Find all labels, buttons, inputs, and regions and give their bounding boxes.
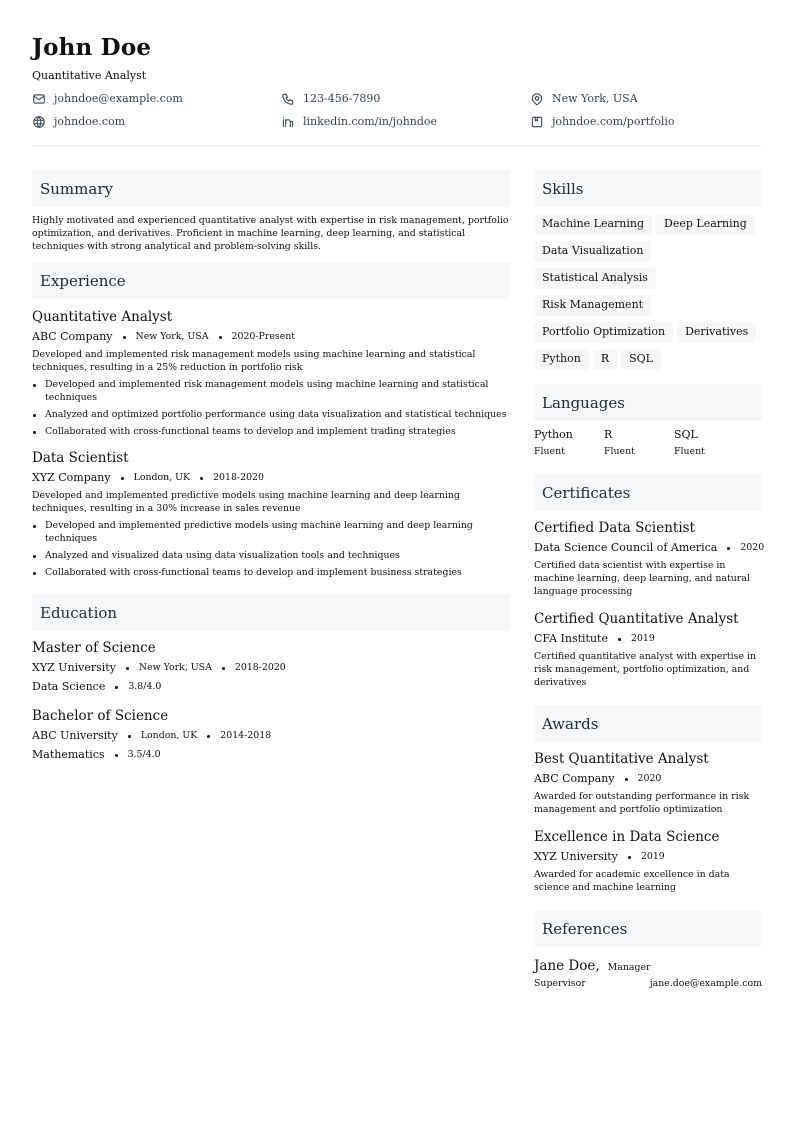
- school-location: New York, USA: [138, 662, 212, 673]
- language-level: Fluent: [534, 446, 565, 457]
- school-dates: 2018-2020: [234, 662, 286, 673]
- job-description: Developed and implemented risk management models using machine learning and statistical techniques, resulting in a 25% reduction in portfolio risk: [32, 349, 476, 373]
- language-item: [674, 428, 736, 458]
- certificate-entry: [534, 611, 762, 689]
- education-entry: [32, 640, 510, 694]
- mail-icon: [32, 92, 46, 106]
- education-field-row: [32, 680, 510, 694]
- award-meta: [534, 850, 762, 864]
- education-meta: [32, 729, 510, 743]
- reference-name-row: [534, 958, 762, 974]
- separator-dot: [628, 856, 631, 859]
- certificate-meta: [534, 632, 762, 646]
- job-bullet: Collaborated with cross-functional teams to develop and implement business strategies: [32, 566, 510, 579]
- references-section: [534, 910, 762, 989]
- reference-name: Jane Doe,: [534, 958, 600, 974]
- candidate-title: Quantitative Analyst: [32, 69, 147, 82]
- certificate-meta: [534, 541, 765, 555]
- job-bullets: [32, 519, 510, 579]
- section-heading: Skills: [534, 170, 762, 207]
- reference-detail-row: [534, 978, 762, 989]
- location-icon: [530, 92, 544, 106]
- separator-dot: [207, 735, 210, 738]
- job-dates: 2018-2020: [213, 472, 264, 483]
- school-name: XYZ University: [32, 661, 116, 674]
- section-heading: Education: [32, 594, 510, 631]
- school-dates: 2014-2018: [220, 730, 272, 741]
- separator-dot: [121, 477, 124, 480]
- award-description: Awarded for outstanding performance in risk management and portfolio optimization: [534, 791, 750, 815]
- contact-website[interactable]: [32, 115, 281, 129]
- certificate-year: 2020: [740, 542, 765, 553]
- language-list: [534, 428, 762, 458]
- school-location: London, UK: [140, 730, 198, 741]
- language-item: [534, 428, 596, 458]
- award-year: 2019: [640, 851, 665, 862]
- job-bullet: Analyzed and visualized data using data visualization tools and techniques: [32, 549, 510, 562]
- job-location: New York, USA: [135, 331, 209, 342]
- portfolio-icon: [530, 115, 544, 129]
- language-name: SQL: [674, 428, 698, 441]
- contact-location-text: New York, USA: [552, 92, 638, 105]
- contact-portfolio-text: johndoe.com/portfolio: [552, 115, 675, 128]
- language-item: [604, 428, 666, 458]
- award-issuer: XYZ University: [534, 850, 618, 863]
- reference-relation: Supervisor: [534, 978, 586, 989]
- skill-chip: Portfolio Optimization: [534, 322, 673, 343]
- awards-section: [534, 705, 762, 894]
- job-meta: [32, 330, 510, 344]
- separator-dot: [727, 547, 730, 550]
- job-bullet: Developed and implemented predictive models using machine learning and deep learning techniques: [32, 519, 510, 545]
- education-meta: [32, 661, 510, 675]
- summary-text: Highly motivated and experienced quantitative analyst with expertise in risk management, portfolio optimization, and derivatives. Proficient in machine learning, deep learning, and statistical techniques with strong analytical and problem-solving skills.: [32, 215, 509, 252]
- field-of-study: Mathematics: [32, 748, 105, 761]
- job-meta: [32, 471, 510, 485]
- job-description: Developed and implemented predictive models using machine learning and deep learning techniques, resulting in a 30% increase in sales revenue: [32, 490, 460, 514]
- separator-dot: [625, 778, 628, 781]
- skill-chip: Risk Management: [534, 295, 651, 316]
- degree-title: Master of Science: [32, 640, 156, 656]
- job-title: Quantitative Analyst: [32, 309, 173, 325]
- section-heading: Experience: [32, 262, 510, 299]
- job-dates: 2020-Present: [231, 331, 296, 342]
- resume-columns: [32, 170, 765, 989]
- skill-chip-list: [534, 214, 762, 370]
- header-divider: [32, 145, 762, 146]
- separator-dot: [618, 638, 621, 641]
- contact-linkedin[interactable]: [281, 115, 530, 129]
- separator-dot: [219, 336, 222, 339]
- section-heading: Certificates: [534, 474, 762, 511]
- job-bullet: Collaborated with cross-functional teams to develop and implement trading strategies: [32, 425, 510, 438]
- reference-email[interactable]: jane.doe@example.com: [649, 978, 762, 989]
- resume-page: [32, 34, 765, 989]
- skill-chip: Python: [534, 349, 589, 370]
- reference-role: Manager: [607, 962, 651, 973]
- certificates-section: [534, 474, 765, 689]
- skill-chip: R: [593, 349, 617, 370]
- job-location: London, UK: [133, 472, 191, 483]
- right-column: [534, 170, 765, 989]
- award-title: Excellence in Data Science: [534, 829, 720, 845]
- section-heading: References: [534, 910, 762, 947]
- section-heading: Awards: [534, 705, 762, 742]
- language-name: R: [604, 428, 613, 441]
- certificate-title: Certified Data Scientist: [534, 520, 695, 536]
- award-title: Best Quantitative Analyst: [534, 751, 709, 767]
- award-year: 2020: [637, 773, 662, 784]
- experience-entry: [32, 450, 510, 579]
- certificate-issuer: CFA Institute: [534, 632, 608, 645]
- separator-dot: [115, 754, 118, 757]
- skill-chip: Deep Learning: [656, 214, 755, 235]
- gpa: 3.8/4.0: [128, 681, 162, 692]
- experience-section: [32, 262, 510, 579]
- separator-dot: [200, 477, 203, 480]
- separator-dot: [222, 667, 225, 670]
- skills-section: [534, 170, 762, 370]
- contact-portfolio[interactable]: [530, 115, 762, 129]
- reference-entry: [534, 958, 762, 989]
- section-heading: Summary: [32, 170, 510, 207]
- job-bullet: Developed and implemented risk management models using machine learning and statistical techniques: [32, 378, 510, 404]
- field-of-study: Data Science: [32, 680, 106, 693]
- resume-header: [32, 34, 762, 146]
- certificate-year: 2019: [630, 633, 655, 644]
- degree-title: Bachelor of Science: [32, 708, 169, 724]
- skill-chip: Statistical Analysis: [534, 268, 656, 289]
- summary-section: [32, 170, 510, 253]
- phone-icon: [281, 92, 295, 106]
- skill-chip: Derivatives: [677, 322, 756, 343]
- certificate-description: Certified quantitative analyst with expertise in risk management, portfolio optimization, and derivatives: [534, 651, 757, 688]
- certificate-issuer: Data Science Council of America: [534, 541, 718, 554]
- candidate-name: John Doe: [32, 34, 152, 61]
- school-name: ABC University: [32, 729, 118, 742]
- award-issuer: ABC Company: [534, 772, 615, 785]
- skill-chip: Data Visualization: [534, 241, 651, 262]
- education-section: [32, 594, 510, 762]
- skill-chip: SQL: [621, 349, 661, 370]
- contact-grid: [32, 92, 762, 129]
- language-level: Fluent: [674, 446, 705, 457]
- contact-location: [530, 92, 762, 106]
- education-entry: [32, 708, 510, 762]
- contact-email[interactable]: [32, 92, 281, 106]
- award-description: Awarded for academic excellence in data science and machine learning: [534, 869, 730, 893]
- contact-website-text: johndoe.com: [54, 115, 126, 128]
- job-company: ABC Company: [32, 330, 113, 343]
- experience-entry: [32, 309, 510, 438]
- linkedin-icon: [281, 115, 295, 129]
- job-title: Data Scientist: [32, 450, 129, 466]
- languages-section: [534, 384, 762, 458]
- certificate-description: Certified data scientist with expertise in machine learning, deep learning, and natural language processing: [534, 560, 750, 597]
- contact-email-text: johndoe@example.com: [54, 92, 183, 105]
- globe-icon: [32, 115, 46, 129]
- contact-phone[interactable]: [281, 92, 530, 106]
- job-company: XYZ Company: [32, 471, 111, 484]
- skill-chip: Machine Learning: [534, 214, 652, 235]
- job-bullets: [32, 378, 510, 438]
- contact-phone-text: 123-456-7890: [303, 92, 381, 105]
- certificate-title: Certified Quantitative Analyst: [534, 611, 739, 627]
- separator-dot: [115, 686, 118, 689]
- left-column: [32, 170, 510, 989]
- contact-linkedin-text: linkedin.com/in/johndoe: [303, 115, 438, 128]
- award-entry: [534, 829, 762, 894]
- award-meta: [534, 772, 762, 786]
- section-heading: Languages: [534, 384, 762, 421]
- job-bullet: Analyzed and optimized portfolio performance using data visualization and statistical techniques: [32, 408, 510, 421]
- separator-dot: [126, 667, 129, 670]
- language-name: Python: [534, 428, 573, 441]
- separator-dot: [123, 336, 126, 339]
- education-field-row: [32, 748, 510, 762]
- separator-dot: [128, 735, 131, 738]
- gpa: 3.5/4.0: [127, 749, 161, 760]
- award-entry: [534, 751, 762, 816]
- language-level: Fluent: [604, 446, 635, 457]
- certificate-entry: [534, 520, 765, 598]
